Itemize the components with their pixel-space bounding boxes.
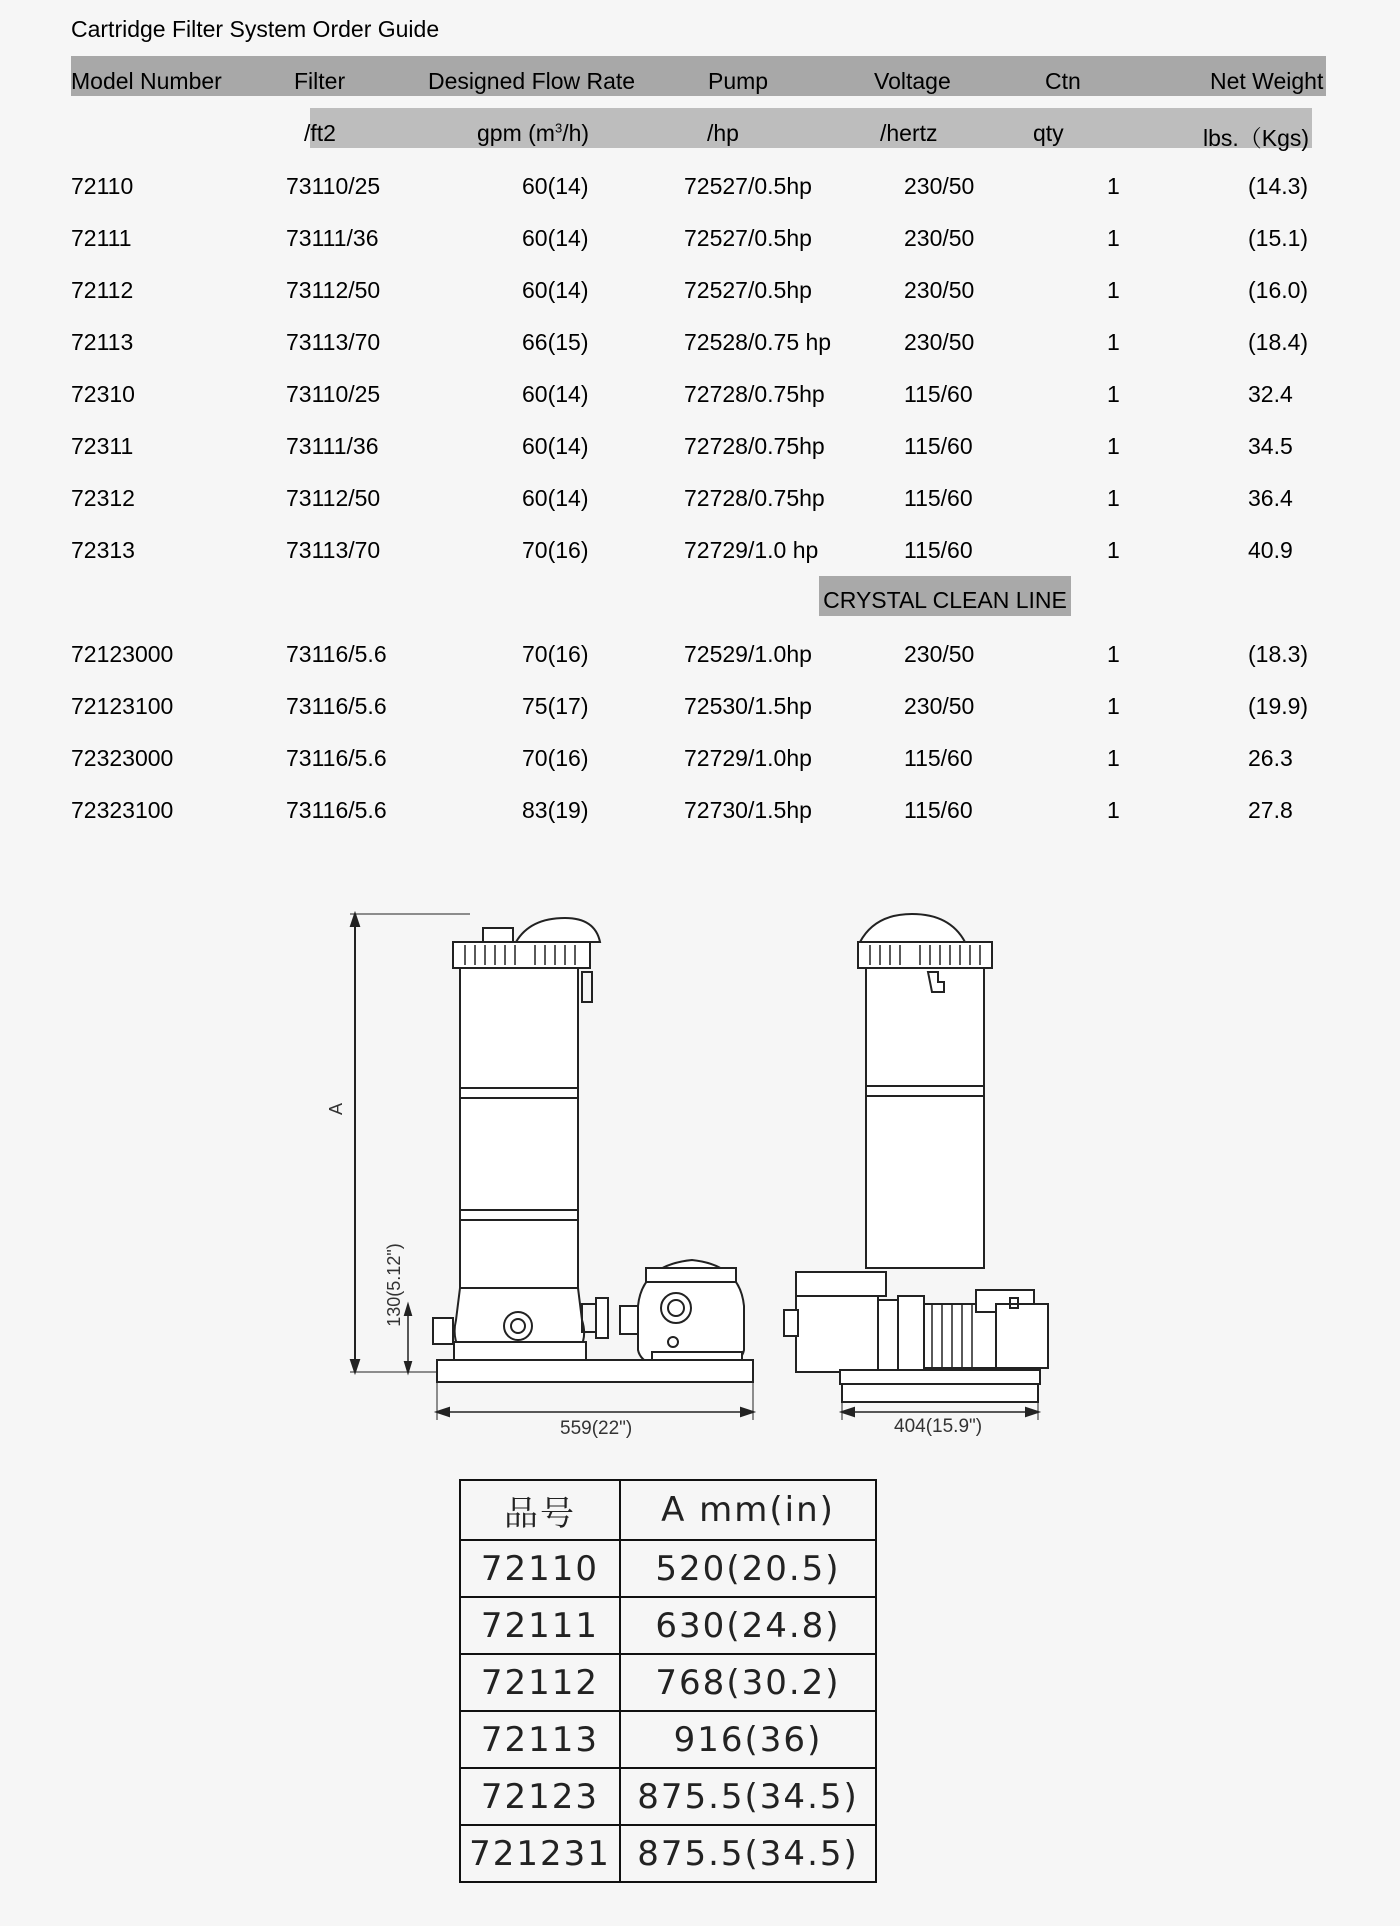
cell-flow-rate: 70(16) xyxy=(522,745,589,771)
dim-width-side-label: 404(15.9") xyxy=(894,1416,983,1437)
cell-filter: 73112/50 xyxy=(286,485,381,511)
table-row xyxy=(0,173,1400,225)
cell-model-number: 72113 xyxy=(71,329,134,355)
dim-table-header-row xyxy=(460,1480,876,1540)
dim-table-row xyxy=(460,1540,876,1597)
cell-model-number: 72112 xyxy=(71,277,134,303)
table-row xyxy=(0,693,1400,745)
filter-front-view xyxy=(433,918,608,1362)
table-row xyxy=(0,797,1400,849)
cell-net-weight: 34.5 xyxy=(1248,433,1293,459)
cell-net-weight: (19.9) xyxy=(1248,693,1309,719)
filter-side-view xyxy=(858,914,992,1268)
dim-header-model: 品号 xyxy=(460,1480,620,1540)
filter-system-drawing xyxy=(320,900,1100,1445)
cell-filter: 73116/5.6 xyxy=(286,641,387,667)
cell-filter: 73116/5.6 xyxy=(286,745,387,771)
col-filter: Filter xyxy=(294,68,346,94)
dim-table-row xyxy=(460,1654,876,1711)
cell-model-number: 72313 xyxy=(71,537,135,563)
dim-cell-a-dimension: 520(20.5) xyxy=(620,1540,876,1597)
dimension-table xyxy=(459,1479,877,1883)
cell-pump: 72529/1.0hp xyxy=(684,641,812,667)
cell-pump: 72527/0.5hp xyxy=(684,225,812,251)
cell-voltage: 115/60 xyxy=(904,381,973,407)
header-bar xyxy=(71,56,1326,96)
cell-flow-rate: 60(14) xyxy=(522,277,589,303)
dim-table-row xyxy=(460,1597,876,1654)
cell-ctn: 1 xyxy=(1107,745,1120,771)
cell-pump: 72527/0.5hp xyxy=(684,277,812,303)
cell-flow-rate: 70(16) xyxy=(522,537,589,563)
cell-flow-rate: 60(14) xyxy=(522,433,589,459)
dim-cell-a-dimension: 768(30.2) xyxy=(620,1654,876,1711)
cell-filter: 73113/70 xyxy=(286,329,381,355)
dim-cell-model: 721231 xyxy=(460,1825,620,1882)
unit-flow: gpm $(m^3/h)$ xyxy=(477,120,590,146)
table-row xyxy=(0,641,1400,693)
col-ctn: Ctn xyxy=(1045,68,1081,94)
cell-model-number: 72323000 xyxy=(71,745,174,771)
cell-ctn: 1 xyxy=(1107,173,1120,199)
cell-net-weight: 26.3 xyxy=(1248,745,1293,771)
unit-filter: /ft2 xyxy=(304,120,336,146)
cell-net-weight: 32.4 xyxy=(1248,381,1293,407)
cell-net-weight: 27.8 xyxy=(1248,797,1293,823)
cell-net-weight: (18.4) xyxy=(1248,329,1309,355)
cell-net-weight: 40.9 xyxy=(1248,537,1293,563)
dim-cell-a-dimension: 875.5(34.5) xyxy=(620,1825,876,1882)
cell-flow-rate: 75(17) xyxy=(522,693,589,719)
cell-filter: 73116/5.6 xyxy=(286,693,387,719)
cell-voltage: 115/60 xyxy=(904,485,973,511)
dim-cell-model: 72111 xyxy=(460,1597,620,1654)
cell-voltage: 115/60 xyxy=(904,797,973,823)
dim-a-label: A xyxy=(326,1102,346,1115)
pump-front-view xyxy=(620,1260,744,1372)
cell-ctn: 1 xyxy=(1107,433,1120,459)
cell-ctn: 1 xyxy=(1107,797,1120,823)
pump-side-view xyxy=(784,1272,1048,1374)
cell-filter: 73110/25 xyxy=(286,173,381,199)
cell-filter: 73111/36 xyxy=(286,225,379,251)
cell-flow-rate: 83(19) xyxy=(522,797,589,823)
dim-cell-a-dimension: 630(24.8) xyxy=(620,1597,876,1654)
unit-pump: /hp xyxy=(707,120,739,146)
cell-ctn: 1 xyxy=(1107,381,1120,407)
dim-cell-model: 72113 xyxy=(460,1711,620,1768)
cell-filter: 73112/50 xyxy=(286,277,381,303)
table-row xyxy=(0,277,1400,329)
cell-pump: 72729/1.0 hp xyxy=(684,537,819,563)
table-row xyxy=(0,433,1400,485)
cell-voltage: 115/60 xyxy=(904,433,973,459)
cell-voltage: 115/60 xyxy=(904,537,973,563)
cell-model-number: 72111 xyxy=(71,225,132,251)
cell-net-weight: (14.3) xyxy=(1248,173,1309,199)
cell-net-weight: (15.1) xyxy=(1248,225,1309,251)
dim-table-row xyxy=(460,1711,876,1768)
page-title: Cartridge Filter System Order Guide xyxy=(71,16,440,42)
cell-ctn: 1 xyxy=(1107,693,1120,719)
cell-pump: 72530/1.5hp xyxy=(684,693,812,719)
cell-ctn: 1 xyxy=(1107,277,1120,303)
col-net-weight: Net Weight xyxy=(1210,68,1324,94)
table-row xyxy=(0,537,1400,589)
cell-pump: 72730/1.5hp xyxy=(684,797,812,823)
cell-voltage: 230/50 xyxy=(904,693,975,719)
table-row xyxy=(0,225,1400,277)
col-voltage: Voltage xyxy=(874,68,951,94)
col-pump: Pump xyxy=(708,68,769,94)
dim-cell-a-dimension: 916(36) xyxy=(620,1711,876,1768)
cell-filter: 73111/36 xyxy=(286,433,379,459)
cell-pump: 72729/1.0hp xyxy=(684,745,812,771)
cell-model-number: 72123000 xyxy=(71,641,174,667)
cell-flow-rate: 70(16) xyxy=(522,641,589,667)
dim-cell-model: 72110 xyxy=(460,1540,620,1597)
table-row xyxy=(0,381,1400,433)
dim-table-row xyxy=(460,1768,876,1825)
cell-net-weight: (18.3) xyxy=(1248,641,1309,667)
cell-ctn: 1 xyxy=(1107,329,1120,355)
unit-voltage: /hertz xyxy=(880,120,938,146)
cell-ctn: 1 xyxy=(1107,485,1120,511)
cell-voltage: 230/50 xyxy=(904,225,975,251)
cell-model-number: 72123100 xyxy=(71,693,174,719)
cell-model-number: 72323100 xyxy=(71,797,174,823)
units-bar xyxy=(310,108,1312,148)
cell-model-number: 72312 xyxy=(71,485,135,511)
dim-cell-a-dimension: 875.5(34.5) xyxy=(620,1768,876,1825)
dim-header-a: A mm(in) xyxy=(620,1480,876,1540)
cell-voltage: 115/60 xyxy=(904,745,973,771)
unit-ctn: qty xyxy=(1033,120,1064,146)
col-flow-rate: Designed Flow Rate xyxy=(428,68,636,94)
dim-table-row xyxy=(460,1825,876,1882)
cell-pump: 72728/0.75hp xyxy=(684,381,825,407)
table-row xyxy=(0,329,1400,381)
cell-filter: 73116/5.6 xyxy=(286,797,387,823)
dim-cell-model: 72123 xyxy=(460,1768,620,1825)
cell-model-number: 72310 xyxy=(71,381,135,407)
front-base xyxy=(437,1360,753,1382)
cell-flow-rate: 60(14) xyxy=(522,485,589,511)
dim-cell-model: 72112 xyxy=(460,1654,620,1711)
cell-ctn: 1 xyxy=(1107,537,1120,563)
cell-voltage: 230/50 xyxy=(904,277,975,303)
crystal-clean-label: CRYSTAL CLEAN LINE xyxy=(823,587,1067,613)
cell-ctn: 1 xyxy=(1107,641,1120,667)
side-base xyxy=(840,1370,1040,1384)
cell-pump: 72728/0.75hp xyxy=(684,433,825,459)
cell-flow-rate: 66(15) xyxy=(522,329,589,355)
dim-base-label: 130(5.12") xyxy=(384,1243,404,1327)
cell-model-number: 72110 xyxy=(71,173,134,199)
unit-weight: lbs.（Kgs) xyxy=(1203,125,1310,151)
cell-flow-rate: 60(14) xyxy=(522,381,589,407)
cell-ctn: 1 xyxy=(1107,225,1120,251)
cell-voltage: 230/50 xyxy=(904,173,975,199)
cell-model-number: 72311 xyxy=(71,433,134,459)
cell-filter: 73113/70 xyxy=(286,537,381,563)
cell-flow-rate: 60(14) xyxy=(522,173,589,199)
cell-net-weight: 36.4 xyxy=(1248,485,1293,511)
cell-voltage: 230/50 xyxy=(904,641,975,667)
cell-pump: 72527/0.5hp xyxy=(684,173,812,199)
table-row xyxy=(0,485,1400,537)
dim-width-front-label: 559(22") xyxy=(560,1418,633,1439)
cell-flow-rate: 60(14) xyxy=(522,225,589,251)
cell-voltage: 230/50 xyxy=(904,329,975,355)
cell-filter: 73110/25 xyxy=(286,381,381,407)
cell-pump: 72528/0.75 hp xyxy=(684,329,832,355)
table-row xyxy=(0,745,1400,797)
cell-net-weight: (16.0) xyxy=(1248,277,1309,303)
cell-pump: 72728/0.75hp xyxy=(684,485,825,511)
col-model-number: Model Number xyxy=(71,68,222,94)
